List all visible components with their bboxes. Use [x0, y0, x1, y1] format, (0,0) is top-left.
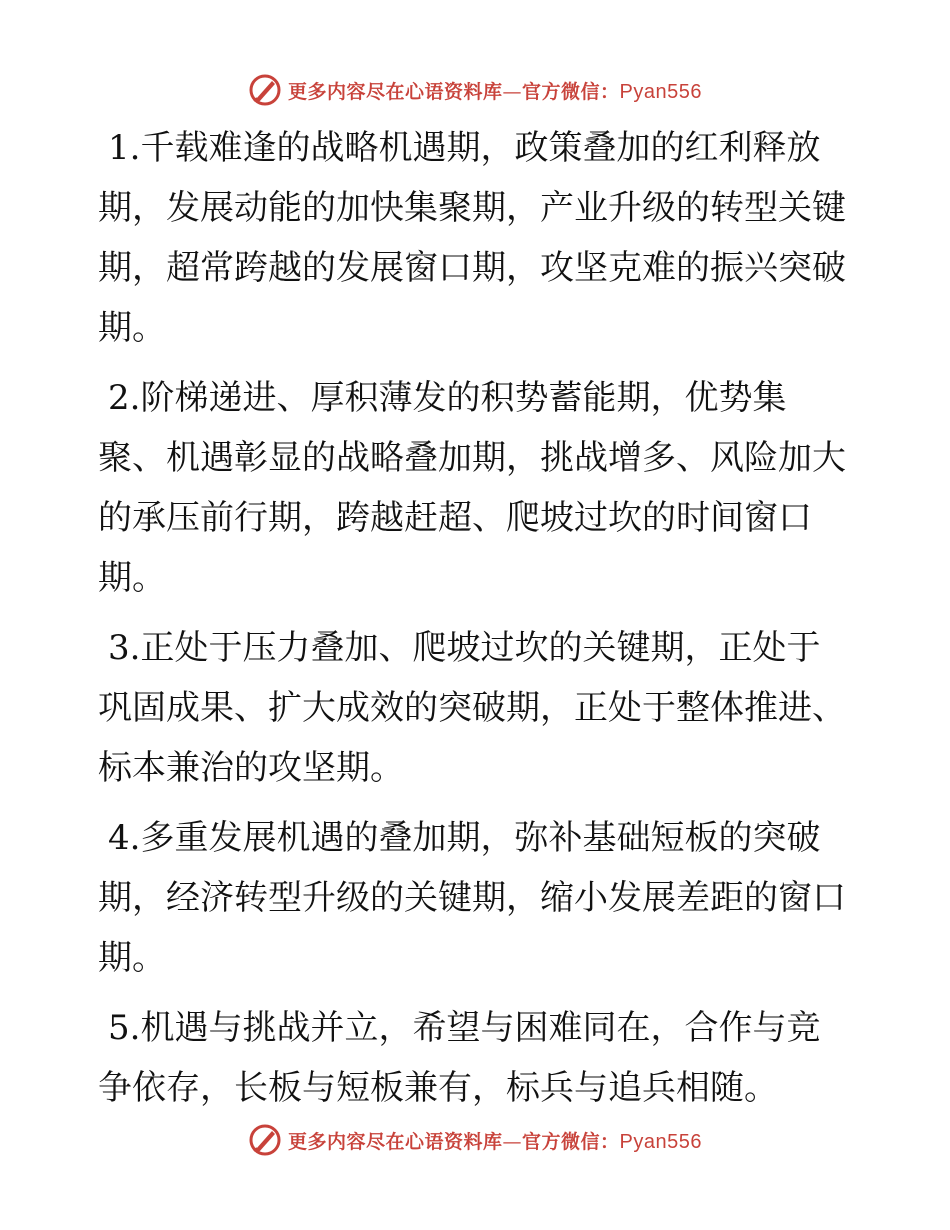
footer-watermark [0, 1120, 950, 1160]
quill-seal-icon [248, 73, 282, 107]
watermark-text [288, 77, 702, 104]
list-item-1: 1.千载难逢的战略机遇期，政策叠加的红利释放期，发展动能的加快集聚期，产业升级的转型关键期，超常跨越的发展窗口期，攻坚克难的振兴突破期。 [98, 128, 846, 348]
watermark-separator: — [502, 1130, 523, 1153]
watermark-official-label: 官方微信： [522, 80, 620, 103]
document-body [98, 118, 850, 1128]
list-item-2: 2.阶梯递进、厚积薄发的积势蓄能期，优势集聚、机遇彰显的战略叠加期，挑战增多、风险加大的承压前行期，跨越赶超、爬坡过坎的时间窗口期。 [98, 378, 846, 598]
watermark-text [288, 1127, 702, 1154]
watermark-separator: — [502, 80, 523, 103]
watermark-wechat-id: Pyan556 [619, 80, 702, 103]
quill-seal-icon [248, 1123, 282, 1157]
watermark-slogan: 更多内容尽在心语资料库 [288, 80, 503, 103]
watermark-slogan: 更多内容尽在心语资料库 [288, 1130, 503, 1153]
list-item-3: 3.正处于压力叠加、爬坡过坎的关键期，正处于巩固成果、扩大成效的突破期，正处于整体推进、标本兼治的攻坚期。 [98, 628, 846, 788]
watermark-official-label: 官方微信： [522, 1130, 620, 1153]
watermark-wechat-id: Pyan556 [619, 1130, 702, 1153]
header-watermark [0, 70, 950, 110]
list-item-5: 5.机遇与挑战并立，希望与困难同在，合作与竞争依存，长板与短板兼有，标兵与追兵相随。 [98, 1008, 821, 1108]
list-item-4: 4.多重发展机遇的叠加期，弥补基础短板的突破期，经济转型升级的关键期，缩小发展差距的窗口期。 [98, 818, 846, 978]
